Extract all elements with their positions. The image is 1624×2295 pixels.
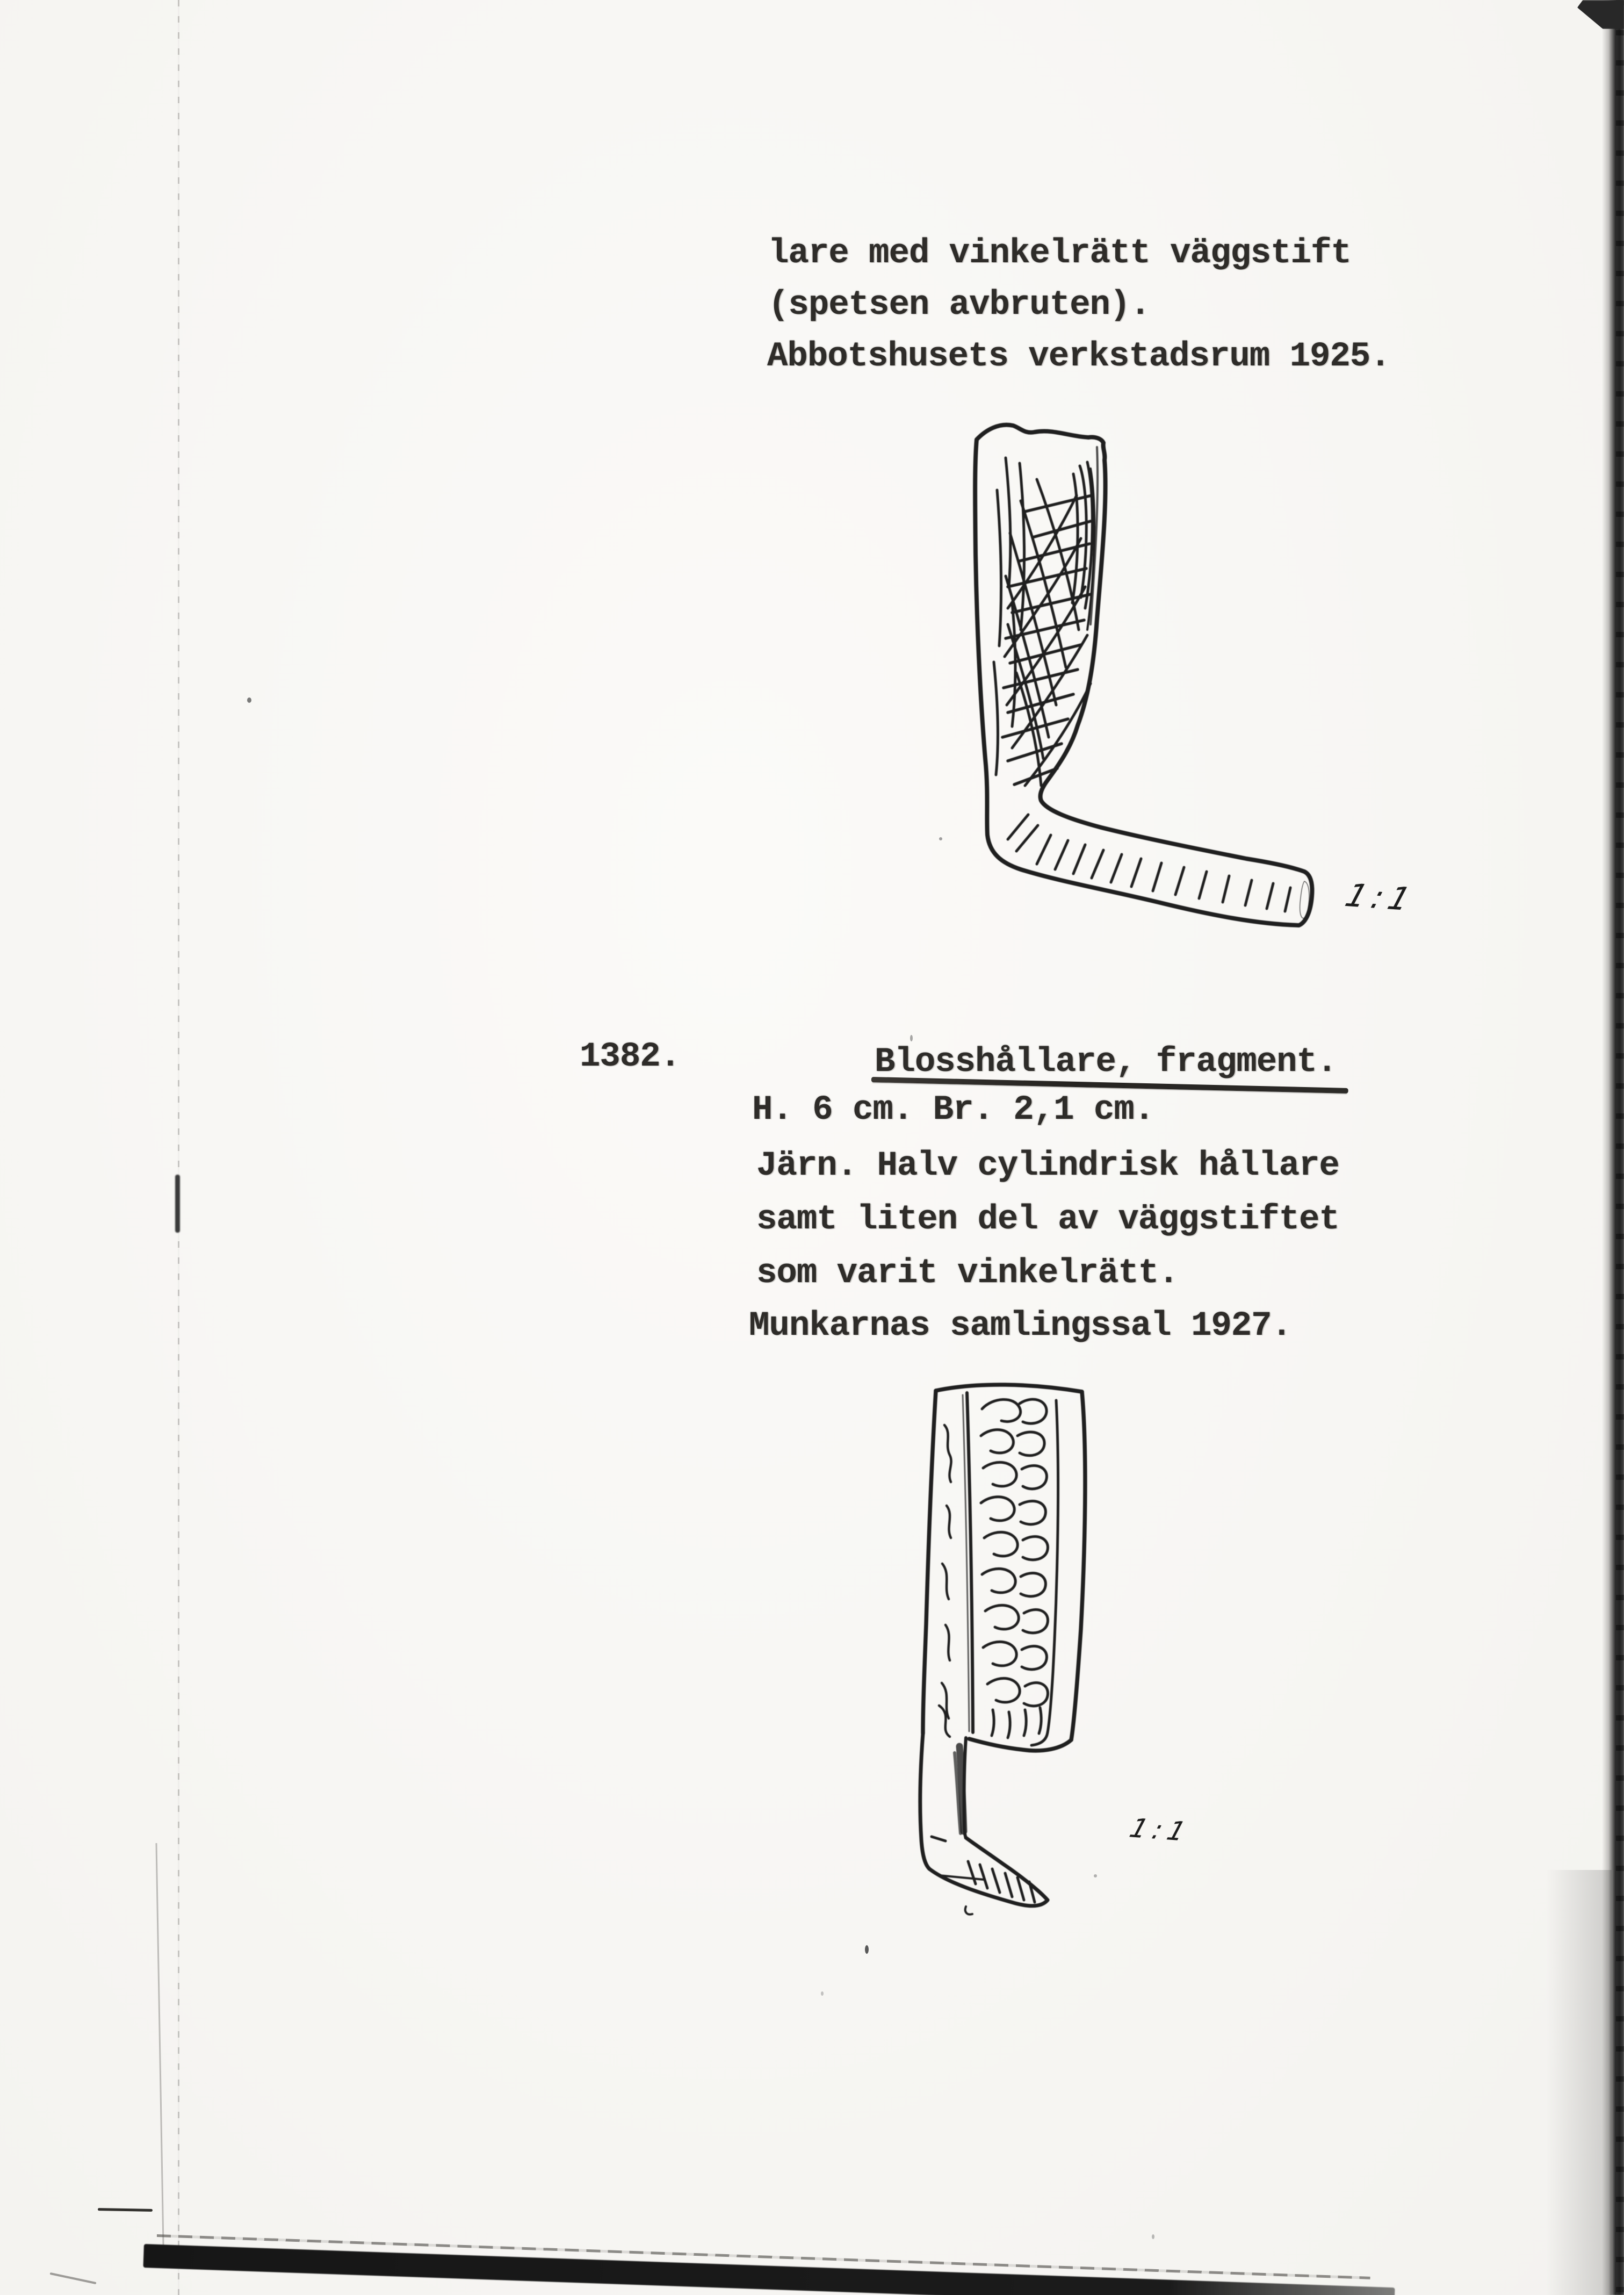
entry-line-detail-2: som varit vinkelrätt. [756,1254,1179,1293]
paper-speck [247,697,251,703]
entry-line-material: Järn. Halv cylindrisk hållare [756,1147,1339,1185]
paper-speck [865,1945,869,1954]
paper-speck [1152,2234,1154,2239]
page-crease-line [178,0,179,2295]
paper-speck [939,837,942,840]
page-corner-line [98,2208,153,2212]
scan-right-edge-stitches [1616,0,1624,2295]
entry-line-dimensions: H. 6 cm. Br. 2,1 cm. [752,1091,1154,1129]
figure-1-sketch [956,415,1322,958]
entry-line-provenance: Munkarnas samlingssal 1927. [749,1307,1291,1346]
paper-speck [910,1035,913,1041]
figure-2-scale-label: 1:1 [1126,1813,1196,1847]
figure-2-outline [936,1385,1082,1392]
page-crease-line-lower [155,1843,164,2245]
entry-number: 1382. [580,1038,681,1076]
scan-bottom-right-shade [1546,1870,1612,2295]
entry-title: Blosshållare, fragment. [875,1043,1337,1082]
entry-line-detail-1: samt liten del av väggstiftet [756,1200,1339,1239]
prev-entry-line-1: lare med vinkelrätt väggstift [768,234,1351,273]
page-bottom-edge-band [143,2244,1395,2295]
figure-1-outline [975,425,1312,925]
prev-entry-line-2: (spetsen avbruten). [768,286,1150,325]
figure-1-scale-label: 1:1 [1341,876,1421,918]
prev-entry-line-3: Abbotshusets verkstadsrum 1925. [767,337,1390,376]
page-corner-diagonal [50,2272,97,2284]
paper-speck [821,1991,824,1996]
page-crease-blot [175,1175,180,1233]
scan-top-right-wedge [1577,0,1624,29]
paper-speck [1094,1874,1097,1877]
